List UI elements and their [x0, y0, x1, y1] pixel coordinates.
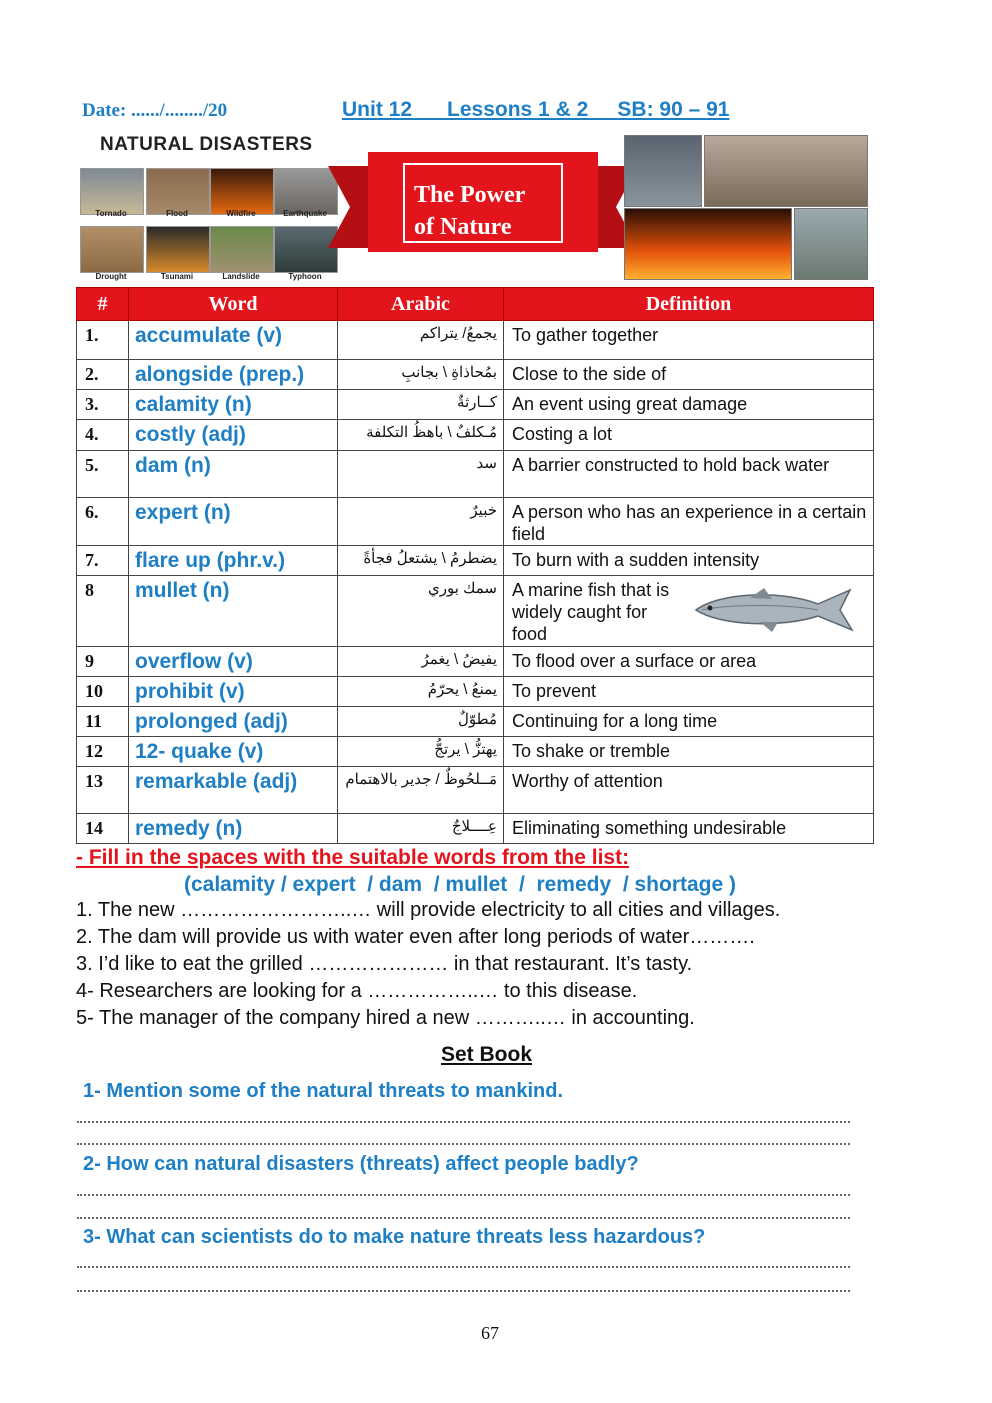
unit-lessons-title: Unit 12 Lessons 1 & 2 SB: 90 – 91	[342, 98, 730, 121]
banner-title: NATURAL DISASTERS	[100, 134, 313, 155]
question-1: 1- Mention some of the natural threats to mankind.	[83, 1080, 564, 1102]
table-row	[77, 321, 874, 360]
date-line: Date: ....../......../20	[82, 100, 228, 121]
answer-line[interactable]	[77, 1217, 850, 1219]
setbook-title: Set Book	[441, 1043, 533, 1066]
answer-line[interactable]	[77, 1121, 850, 1123]
row-number: 10	[77, 677, 129, 707]
header-word: Word	[129, 288, 338, 321]
row-arabic: يضطرمُ \ يشتعلُ فجأةً	[338, 546, 504, 576]
row-number: 7.	[77, 546, 129, 576]
row-definition: To flood over a surface or area	[504, 647, 874, 677]
table-row	[77, 767, 874, 814]
row-word: mullet (n)	[129, 576, 338, 647]
row-number: 11	[77, 707, 129, 737]
row-definition: Close to the side of	[504, 360, 874, 390]
table-row	[77, 360, 874, 390]
row-number: 8	[77, 576, 129, 647]
row-number: 14	[77, 814, 129, 844]
row-definition: Costing a lot	[504, 420, 874, 451]
row-number: 2.	[77, 360, 129, 390]
row-definition: To prevent	[504, 677, 874, 707]
row-arabic: مَــلحُوظٌ / جدير بالاهتمام	[338, 767, 504, 814]
row-word: costly (adj)	[129, 420, 338, 451]
row-arabic: مُـكلفٌ \ باهظُ التكلفة	[338, 420, 504, 451]
row-arabic: يفيضُ \ يغمرُ	[338, 647, 504, 677]
row-number: 4.	[77, 420, 129, 451]
ribbon-line-2: of Nature	[414, 214, 512, 240]
row-word: alongside (prep.)	[129, 360, 338, 390]
vocabulary-table	[76, 287, 874, 844]
ribbon-line-1: The Power	[414, 182, 526, 208]
header-definition: Definition	[504, 288, 874, 321]
landslide-image	[210, 226, 274, 273]
tile-label-flood: Flood	[166, 209, 188, 218]
row-number: 12	[77, 737, 129, 767]
row-definition: Worthy of attention	[504, 767, 874, 814]
row-word: dam (n)	[129, 451, 338, 498]
answer-line[interactable]	[77, 1290, 850, 1292]
tsunami-image	[146, 226, 210, 273]
row-arabic: يجمعُ/ يتراكم	[338, 321, 504, 360]
row-arabic: بمُحاذاةِ \ بجانبِ	[338, 360, 504, 390]
header-arabic: Arabic	[338, 288, 504, 321]
exercise-heading: - Fill in the spaces with the suitable words from the list:	[76, 846, 630, 869]
table-row	[77, 546, 874, 576]
drought-image	[80, 226, 144, 273]
tile-label-typhoon: Typhoon	[288, 272, 322, 281]
answer-line[interactable]	[77, 1266, 850, 1268]
tile-label-tornado: Tornado	[95, 209, 127, 218]
tile-label-wildfire: Wildfire	[226, 209, 256, 218]
tile-label-earthquake: Earthquake	[283, 209, 327, 218]
row-definition: A marine fish that is widely caught for food	[512, 580, 670, 644]
row-number: 3.	[77, 390, 129, 420]
row-word: flare up (phr.v.)	[129, 546, 338, 576]
row-word: 12- quake (v)	[129, 737, 338, 767]
table-row	[77, 814, 874, 844]
natural-disasters-banner	[78, 132, 872, 280]
table-row	[77, 498, 874, 546]
question-3: 3- What can scientists do to make nature threats less hazardous?	[83, 1226, 706, 1248]
row-arabic: سد	[338, 451, 504, 498]
tornado-image	[80, 168, 144, 215]
row-word: prohibit (v)	[129, 677, 338, 707]
row-word: expert (n)	[129, 498, 338, 546]
table-row	[77, 420, 874, 451]
word-choices: (calamity / expert / dam / mullet / remedy / shortage )	[184, 873, 737, 896]
row-definition: To gather together	[504, 321, 874, 360]
flood-photo	[794, 208, 868, 280]
tile-label-drought: Drought	[95, 272, 127, 281]
row-number: 13	[77, 767, 129, 814]
tile-label-tsunami: Tsunami	[160, 272, 194, 281]
row-definition: A barrier constructed to hold back water	[504, 451, 874, 498]
row-number: 5.	[77, 451, 129, 498]
row-arabic: خبيرٌ	[338, 498, 504, 546]
sentence-2: 2. The dam will provide us with water even after long periods of water……….	[76, 926, 755, 948]
table-row	[77, 737, 874, 767]
table-row	[77, 576, 874, 647]
row-word: accumulate (v)	[129, 321, 338, 360]
sentence-5: 5- The manager of the company hired a new ………..… in accounting.	[76, 1007, 695, 1029]
wildfire-photo	[624, 208, 792, 280]
page-number: 67	[481, 1323, 499, 1343]
sentence-3: 3. I’d like to eat the grilled ………………… in that restaurant. It’s tasty.	[76, 953, 693, 975]
mullet-fish-icon	[690, 584, 860, 636]
question-2: 2- How can natural disasters (threats) affect people badly?	[83, 1153, 639, 1175]
row-word: remarkable (adj)	[129, 767, 338, 814]
table-row	[77, 707, 874, 737]
row-definition: To burn with a sudden intensity	[504, 546, 874, 576]
tile-label-landslide: Landslide	[222, 272, 260, 281]
row-arabic: يهتزُّ \ يرتجُّ	[338, 737, 504, 767]
row-definition: To shake or tremble	[504, 737, 874, 767]
header-number: #	[77, 288, 129, 321]
table-row	[77, 451, 874, 498]
collapsed-building-photo	[704, 135, 868, 207]
row-arabic: كــارثةٌ	[338, 390, 504, 420]
row-number: 1.	[77, 321, 129, 360]
row-word: calamity (n)	[129, 390, 338, 420]
row-number: 6.	[77, 498, 129, 546]
sentence-1: 1. The new ……………………..… will provide electricity to all cities and villages.	[76, 899, 781, 921]
row-definition: A person who has an experience in a certain field	[504, 498, 874, 546]
table-row	[77, 390, 874, 420]
table-row	[77, 677, 874, 707]
answer-line[interactable]	[77, 1143, 850, 1145]
flood-image	[146, 168, 210, 215]
row-number: 9	[77, 647, 129, 677]
row-word: prolonged (adj)	[129, 707, 338, 737]
wildfire-image	[210, 168, 274, 215]
row-arabic: عِــــلاجٌ	[338, 814, 504, 844]
table-header-row	[77, 288, 874, 321]
sentence-4: 4- Researchers are looking for a ……………..… to this disease.	[76, 980, 638, 1002]
row-definition: Continuing for a long time	[504, 707, 874, 737]
answer-line[interactable]	[77, 1194, 850, 1196]
row-definition: An event using great damage	[504, 390, 874, 420]
table-row	[77, 647, 874, 677]
row-definition-cell	[504, 576, 874, 647]
row-definition: Eliminating something undesirable	[504, 814, 874, 844]
row-arabic: يمنعُ \ يحرّمُ	[338, 677, 504, 707]
row-arabic: مُطوّلٌ	[338, 707, 504, 737]
row-word: overflow (v)	[129, 647, 338, 677]
row-arabic: سمك بوري	[338, 576, 504, 647]
row-word: remedy (n)	[129, 814, 338, 844]
tornado-photo	[624, 135, 702, 207]
